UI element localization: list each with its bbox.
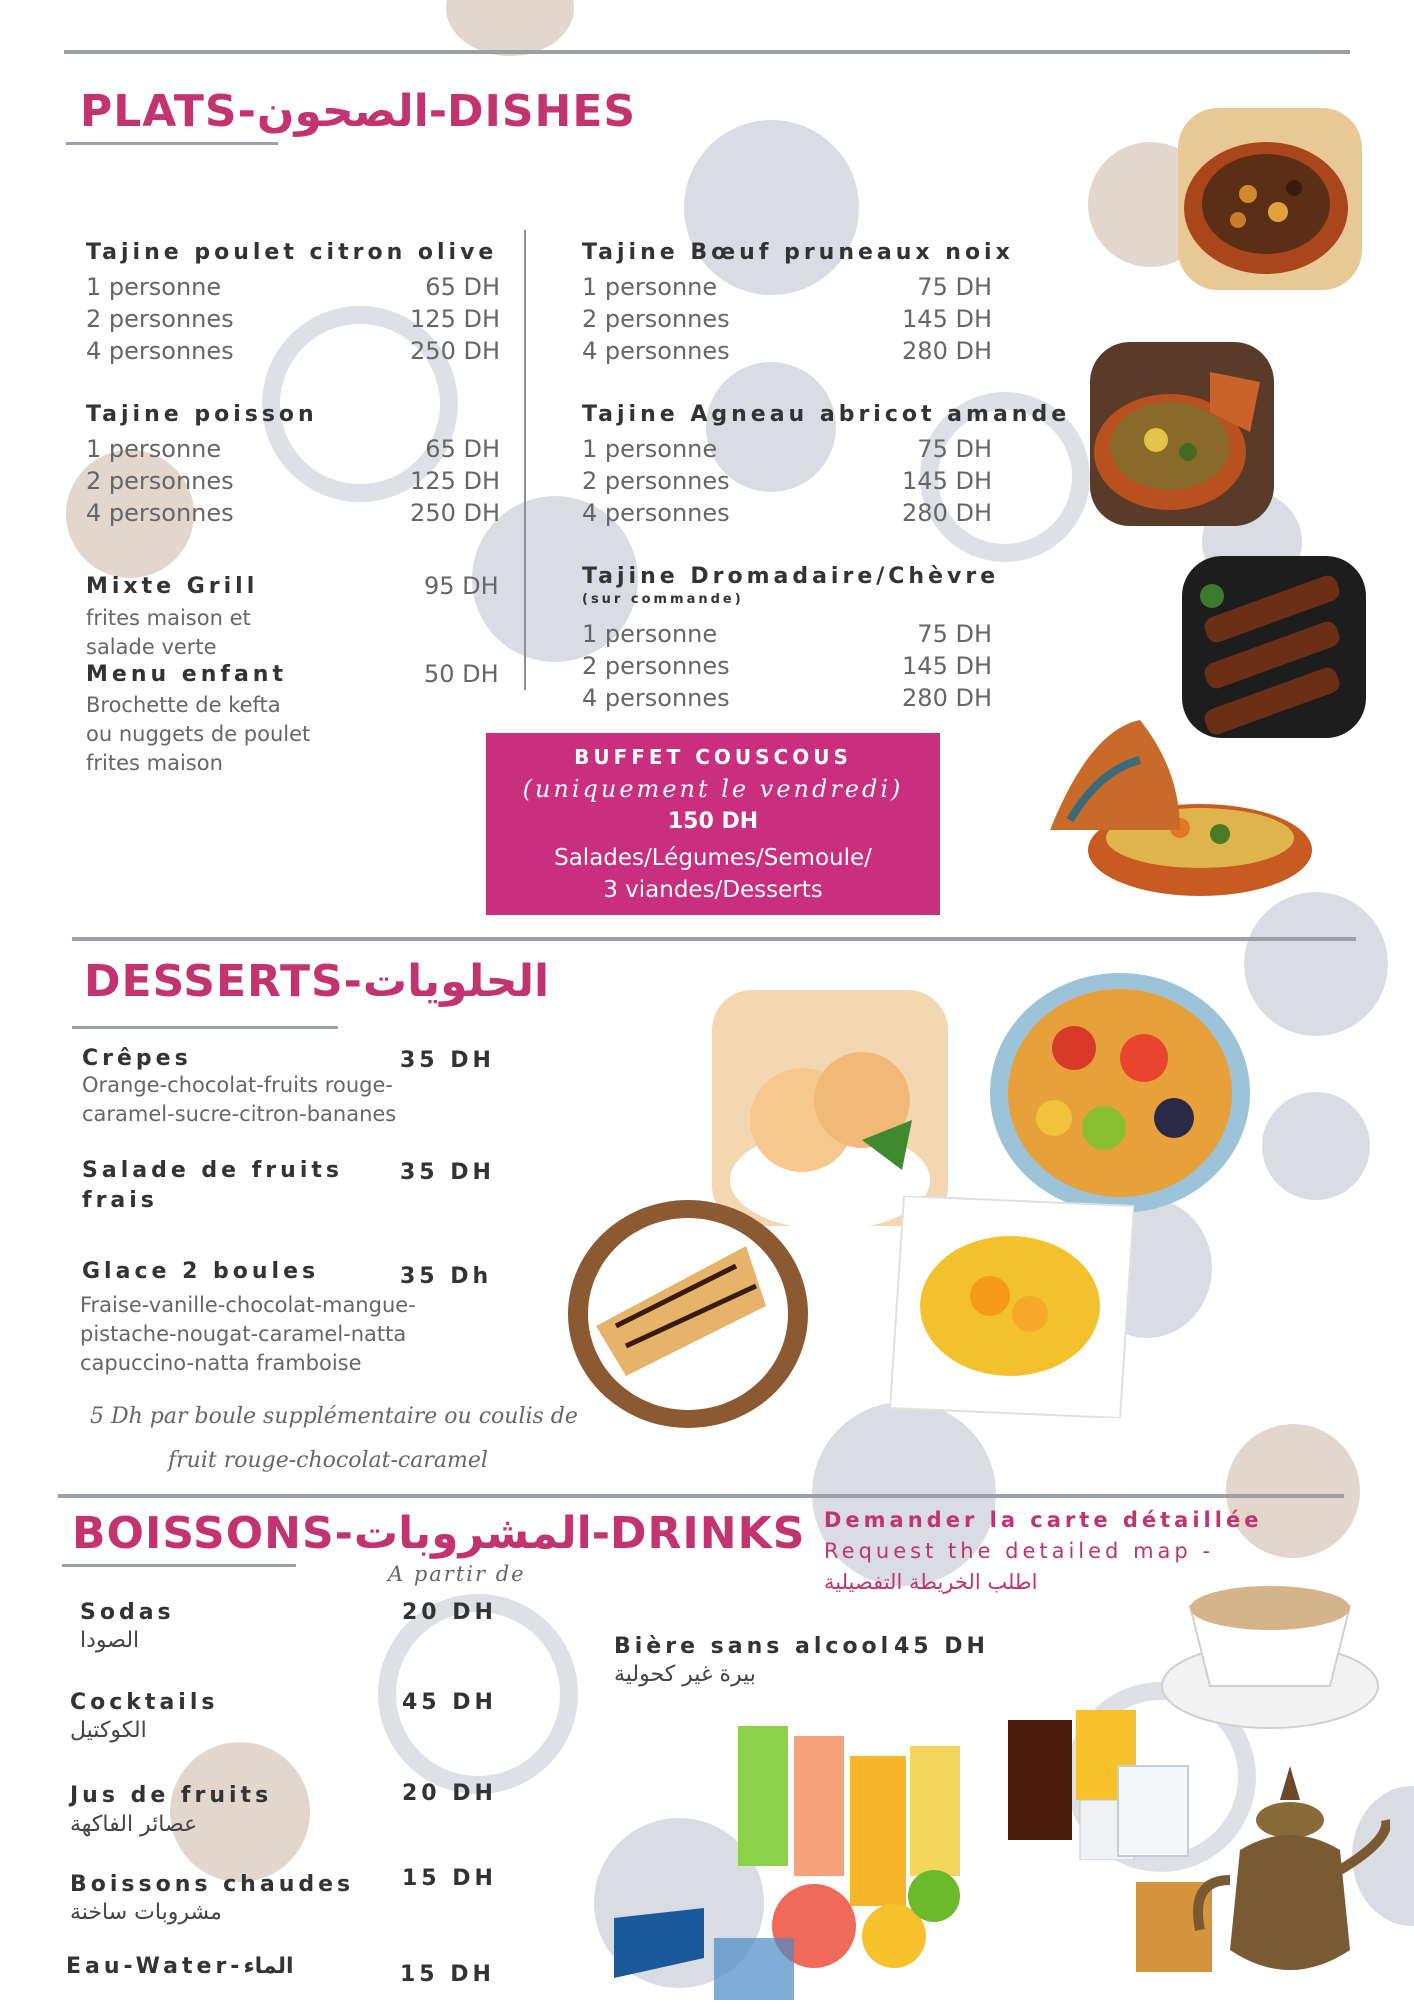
detailed-menu-link-ar[interactable]: اطلب الخريطة التفصيلية (824, 1570, 1038, 1594)
price-row (582, 305, 992, 337)
portion-price: 75 DH (917, 435, 992, 463)
price-row (86, 499, 500, 531)
dessert-desc: Orange-chocolat-fruits rouge- (82, 1073, 393, 1097)
dish-price: 50 DH (424, 660, 499, 688)
tajine-lamb-photo (1090, 342, 1274, 526)
price-row (86, 337, 500, 369)
portion-price: 145 DH (902, 652, 992, 680)
dessert-desc: Fraise-vanille-chocolat-mangue- (80, 1293, 416, 1317)
portion-label: 4 personnes (86, 499, 234, 527)
price-row (582, 620, 992, 652)
deco-circle (684, 120, 859, 295)
dish-desc: Brochette de kefta (86, 693, 281, 717)
dish-name: Tajine poisson (86, 402, 318, 427)
dessert-name: frais (82, 1188, 158, 1213)
portion-price: 280 DH (902, 337, 992, 365)
portion-label: 2 personnes (86, 305, 234, 333)
orange-dessert-photo (890, 1196, 1134, 1418)
desserts-title-underline (72, 1026, 338, 1029)
dessert-name: Salade de fruits (82, 1158, 343, 1183)
dessert-name: Crêpes (82, 1046, 192, 1071)
drink-name-ar: الصودا (80, 1628, 140, 1653)
drink-name: Jus de fruits (70, 1783, 273, 1808)
fruit-salad-photo (984, 968, 1260, 1218)
price-row (582, 273, 992, 305)
dish-note: (sur commande) (582, 592, 744, 607)
portion-label: 4 personnes (582, 684, 730, 712)
drink-price: 15 DH (400, 1962, 495, 1987)
portion-label: 4 personnes (582, 499, 730, 527)
drink-name-ar: الكوكتيل (70, 1718, 147, 1743)
portion-label: 1 personne (582, 435, 718, 463)
drink-price: 20 DH (402, 1600, 497, 1625)
drink-price: 20 DH (402, 1781, 497, 1806)
dish-desc: ou nuggets de poulet (86, 722, 311, 746)
portion-label: 4 personnes (86, 337, 234, 365)
portion-label: 2 personnes (582, 305, 730, 333)
portion-price: 75 DH (917, 620, 992, 648)
dessert-price: 35 Dh (400, 1264, 493, 1289)
dessert-price: 35 DH (400, 1048, 495, 1073)
portion-price: 65 DH (425, 435, 500, 463)
drink-name-ar: مشروبات ساخنة (70, 1900, 222, 1925)
drink-name: Eau-Water-الماء (66, 1954, 294, 1979)
water-bottle-photo (614, 1898, 804, 2000)
water-glass-photo (1112, 1756, 1194, 1866)
buffet-line: 3 viandes/Desserts (603, 877, 823, 903)
price-row (86, 305, 500, 337)
drink-name: Boissons chaudes (70, 1872, 355, 1897)
portion-label: 2 personnes (582, 652, 730, 680)
price-row (582, 684, 992, 716)
ice-cream-photo (712, 990, 948, 1226)
buffet-title: BUFFET COUSCOUS (574, 745, 852, 769)
portion-price: 250 DH (410, 499, 500, 527)
portion-price: 250 DH (410, 337, 500, 365)
price-row (582, 337, 992, 369)
supplement-note: fruit rouge-chocolat-caramel (168, 1448, 488, 1473)
couscous-tajine-photo (1030, 710, 1316, 900)
portion-label: 4 personnes (582, 337, 730, 365)
desserts-title: DESSERTS-الحلويات (84, 956, 550, 1007)
deco-circle (1226, 1424, 1360, 1558)
price-row (582, 652, 992, 684)
drink-price: 15 DH (402, 1866, 497, 1891)
dish-name: Menu enfant (86, 662, 287, 687)
teapot-photo (1190, 1760, 1390, 2000)
top-rule (64, 50, 1350, 54)
buffet-subtitle: (uniquement le vendredi) (522, 775, 904, 803)
portion-price: 65 DH (425, 273, 500, 301)
buffet-line: Salades/Légumes/Semoule/ (554, 845, 872, 871)
column-divider (524, 230, 526, 690)
drink-name-ar: بيرة غير كحولية (614, 1662, 756, 1687)
dish-desc: frites maison et (86, 606, 251, 630)
deco-circle (446, 0, 574, 56)
portion-label: 1 personne (582, 273, 718, 301)
drink-name: Cocktails (70, 1690, 219, 1715)
section-rule (58, 1494, 1344, 1498)
dish-price: 95 DH (424, 572, 499, 600)
dish-desc: frites maison (86, 751, 223, 775)
dessert-desc: pistache-nougat-caramel-natta (80, 1322, 407, 1346)
dish-name: Tajine Agneau abricot amande (582, 402, 1071, 427)
drink-price: 45 DH (402, 1690, 497, 1715)
portion-price: 125 DH (410, 305, 500, 333)
price-row (86, 467, 500, 499)
drink-name: Sodas (80, 1600, 175, 1625)
detailed-menu-link-en[interactable]: Request the detailed map - (824, 1539, 1214, 1563)
crepes-photo (566, 1196, 810, 1432)
dessert-name: Glace 2 boules (82, 1259, 320, 1284)
deco-circle (1244, 892, 1388, 1036)
portion-price: 145 DH (902, 305, 992, 333)
dish-desc: salade verte (86, 635, 217, 659)
deco-circle (1262, 1092, 1370, 1200)
portion-label: 1 personne (86, 273, 222, 301)
buffet-box (486, 733, 940, 915)
portion-price: 280 DH (902, 499, 992, 527)
dish-name: Mixte Grill (86, 574, 259, 599)
portion-price: 145 DH (902, 467, 992, 495)
price-row (86, 435, 500, 467)
price-row (86, 273, 500, 305)
buffet-price: 150 DH (667, 809, 759, 834)
boissons-title: BOISSONS-المشروبات-DRINKS (72, 1508, 806, 1559)
dessert-desc: caramel-sucre-citron-bananes (82, 1102, 397, 1126)
portion-label: 2 personnes (86, 467, 234, 495)
detailed-menu-link[interactable]: Demander la carte détaillée (824, 1508, 1263, 1532)
price-row (582, 467, 992, 499)
portion-price: 280 DH (902, 684, 992, 712)
plats-title: PLATS-الصحون-DISHES (80, 86, 637, 137)
portion-price: 125 DH (410, 467, 500, 495)
price-row (582, 435, 992, 467)
drink-price: 45 DH (894, 1634, 989, 1659)
supplement-note: 5 Dh par boule supplémentaire ou coulis de (90, 1404, 578, 1429)
dessert-price: 35 DH (400, 1160, 495, 1185)
dessert-desc: capuccino-natta framboise (80, 1351, 362, 1375)
portion-label: 1 personne (582, 620, 718, 648)
portion-price: 75 DH (917, 273, 992, 301)
tajine-fruits-photo (1178, 108, 1362, 290)
drink-name-ar: عصائر الفاكهة (70, 1812, 198, 1837)
dish-name: Tajine Bœuf pruneaux noix (582, 240, 1014, 265)
drink-name: Bière sans alcool (614, 1634, 893, 1659)
dish-name: Tajine Dromadaire/Chèvre (582, 564, 1000, 589)
portion-label: 1 personne (86, 435, 222, 463)
dish-name: Tajine poulet citron olive (86, 240, 498, 265)
boissons-title-underline (62, 1564, 296, 1567)
a-partir-note: A partir de (388, 1562, 526, 1586)
portion-label: 2 personnes (582, 467, 730, 495)
plats-title-underline (66, 142, 278, 145)
price-row (582, 499, 992, 531)
coffee-photo (1150, 1566, 1380, 1734)
section-rule (72, 937, 1356, 941)
